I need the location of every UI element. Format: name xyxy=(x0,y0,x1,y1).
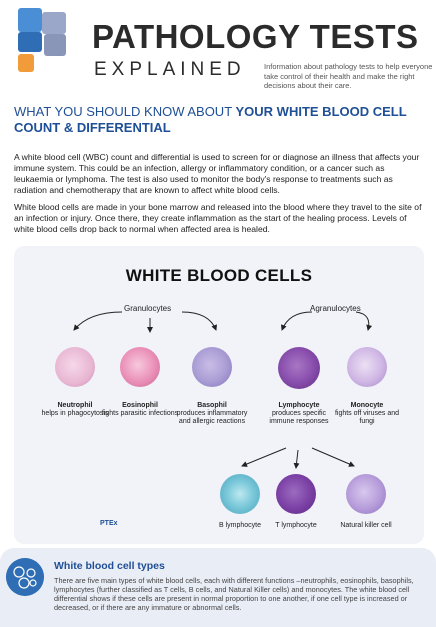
neutrophil-desc: helps in phagocytosis xyxy=(41,410,109,418)
ptex-logo-text: PTEx xyxy=(100,520,118,527)
footer-title: White blood cell types xyxy=(54,560,165,572)
pathology-logo-icon xyxy=(8,8,70,78)
diagram-title: WHITE BLOOD CELLS xyxy=(125,266,313,285)
agranulocytes-label: Agranulocytes xyxy=(310,304,361,313)
eosinophil-desc: fights parasitic infections xyxy=(101,410,179,418)
eosinophil-name: Eosinophil xyxy=(122,402,158,409)
section-heading-plain: WHAT YOU SHOULD KNOW ABOUT xyxy=(14,104,236,119)
eosinophil-cell-icon xyxy=(120,347,160,387)
basophil-desc: produces inflammatory and allergic reactions xyxy=(176,410,248,426)
page-title: PATHOLOGY TESTS xyxy=(92,18,419,55)
blood-cells-icon xyxy=(6,558,44,596)
t-lymphocyte-label: T lymphocyte xyxy=(275,522,317,529)
lymphocyte-desc: produces specific immune responses xyxy=(269,410,329,426)
granulocytes-label: Granulocytes xyxy=(124,304,172,313)
tagline: Information about pathology tests to help everyone take control of their health and make the right decisions about their care. xyxy=(264,62,433,90)
bone-marrow-paragraph: White blood cells are made in your bone marrow and released into the blood where they travel to the site of an infection or injury. Once there, they create inflammation as the start of the healing process. Levels of white blood cells drop back to normal when affected area is healed. xyxy=(14,202,422,234)
b-lymphocyte-label: B lymphocyte xyxy=(218,522,262,529)
monocyte-cell-icon xyxy=(347,347,387,387)
t-lymphocyte-cell-icon xyxy=(276,474,316,514)
basophil-cell-icon xyxy=(192,347,232,387)
natural-killer-label: Natural killer cell xyxy=(340,522,392,529)
b-lymphocyte-cell-icon xyxy=(220,474,260,514)
monocyte-desc: fights off viruses and fungi xyxy=(334,410,400,426)
basophil-name: Basophil xyxy=(197,402,227,409)
neutrophil-cell-icon xyxy=(55,347,95,387)
ptex-logo xyxy=(100,520,118,527)
white-blood-cells-diagram xyxy=(14,246,424,544)
eosinophil-caption xyxy=(100,402,180,418)
neutrophil-name: Neutrophil xyxy=(57,402,93,409)
footer-info-box xyxy=(0,548,436,627)
footer-text: There are five main types of white blood cells, each with different functions –neutrophils, eosinophils, basophils, lymphocytes (further classified as T cells, B cells, and Natural Killer cells) and monocytes. The white blood cell differential shows if these cells are present in normal proportion to one another, if one cell type is increased or decreased, or if there are any immature or abnormal cells. xyxy=(54,576,414,612)
lymphocyte-name: Lymphocyte xyxy=(278,402,320,409)
monocyte-caption xyxy=(327,402,407,427)
intro-paragraph: A white blood cell (WBC) count and differential is used to screen for or diagnose an illness that affects your immune system. This could be an infection, allergy or inflammatory condition, or a cancer such as leukaemia or lymphoma. The test is also used to monitor the body's response to treatments such as radiation and chemotherapy that are known to affect white blood cells. xyxy=(14,152,420,195)
section-heading-bold: YOUR WHITE BLOOD CELL COUNT & DIFFERENTIAL xyxy=(14,104,407,135)
natural-killer-cell-icon xyxy=(346,474,386,514)
basophil-caption xyxy=(172,402,252,427)
section-heading xyxy=(14,104,424,136)
page-subtitle: EXPLAINED xyxy=(94,59,246,80)
monocyte-name: Monocyte xyxy=(350,402,384,409)
lymphocyte-cell-icon xyxy=(278,347,320,389)
